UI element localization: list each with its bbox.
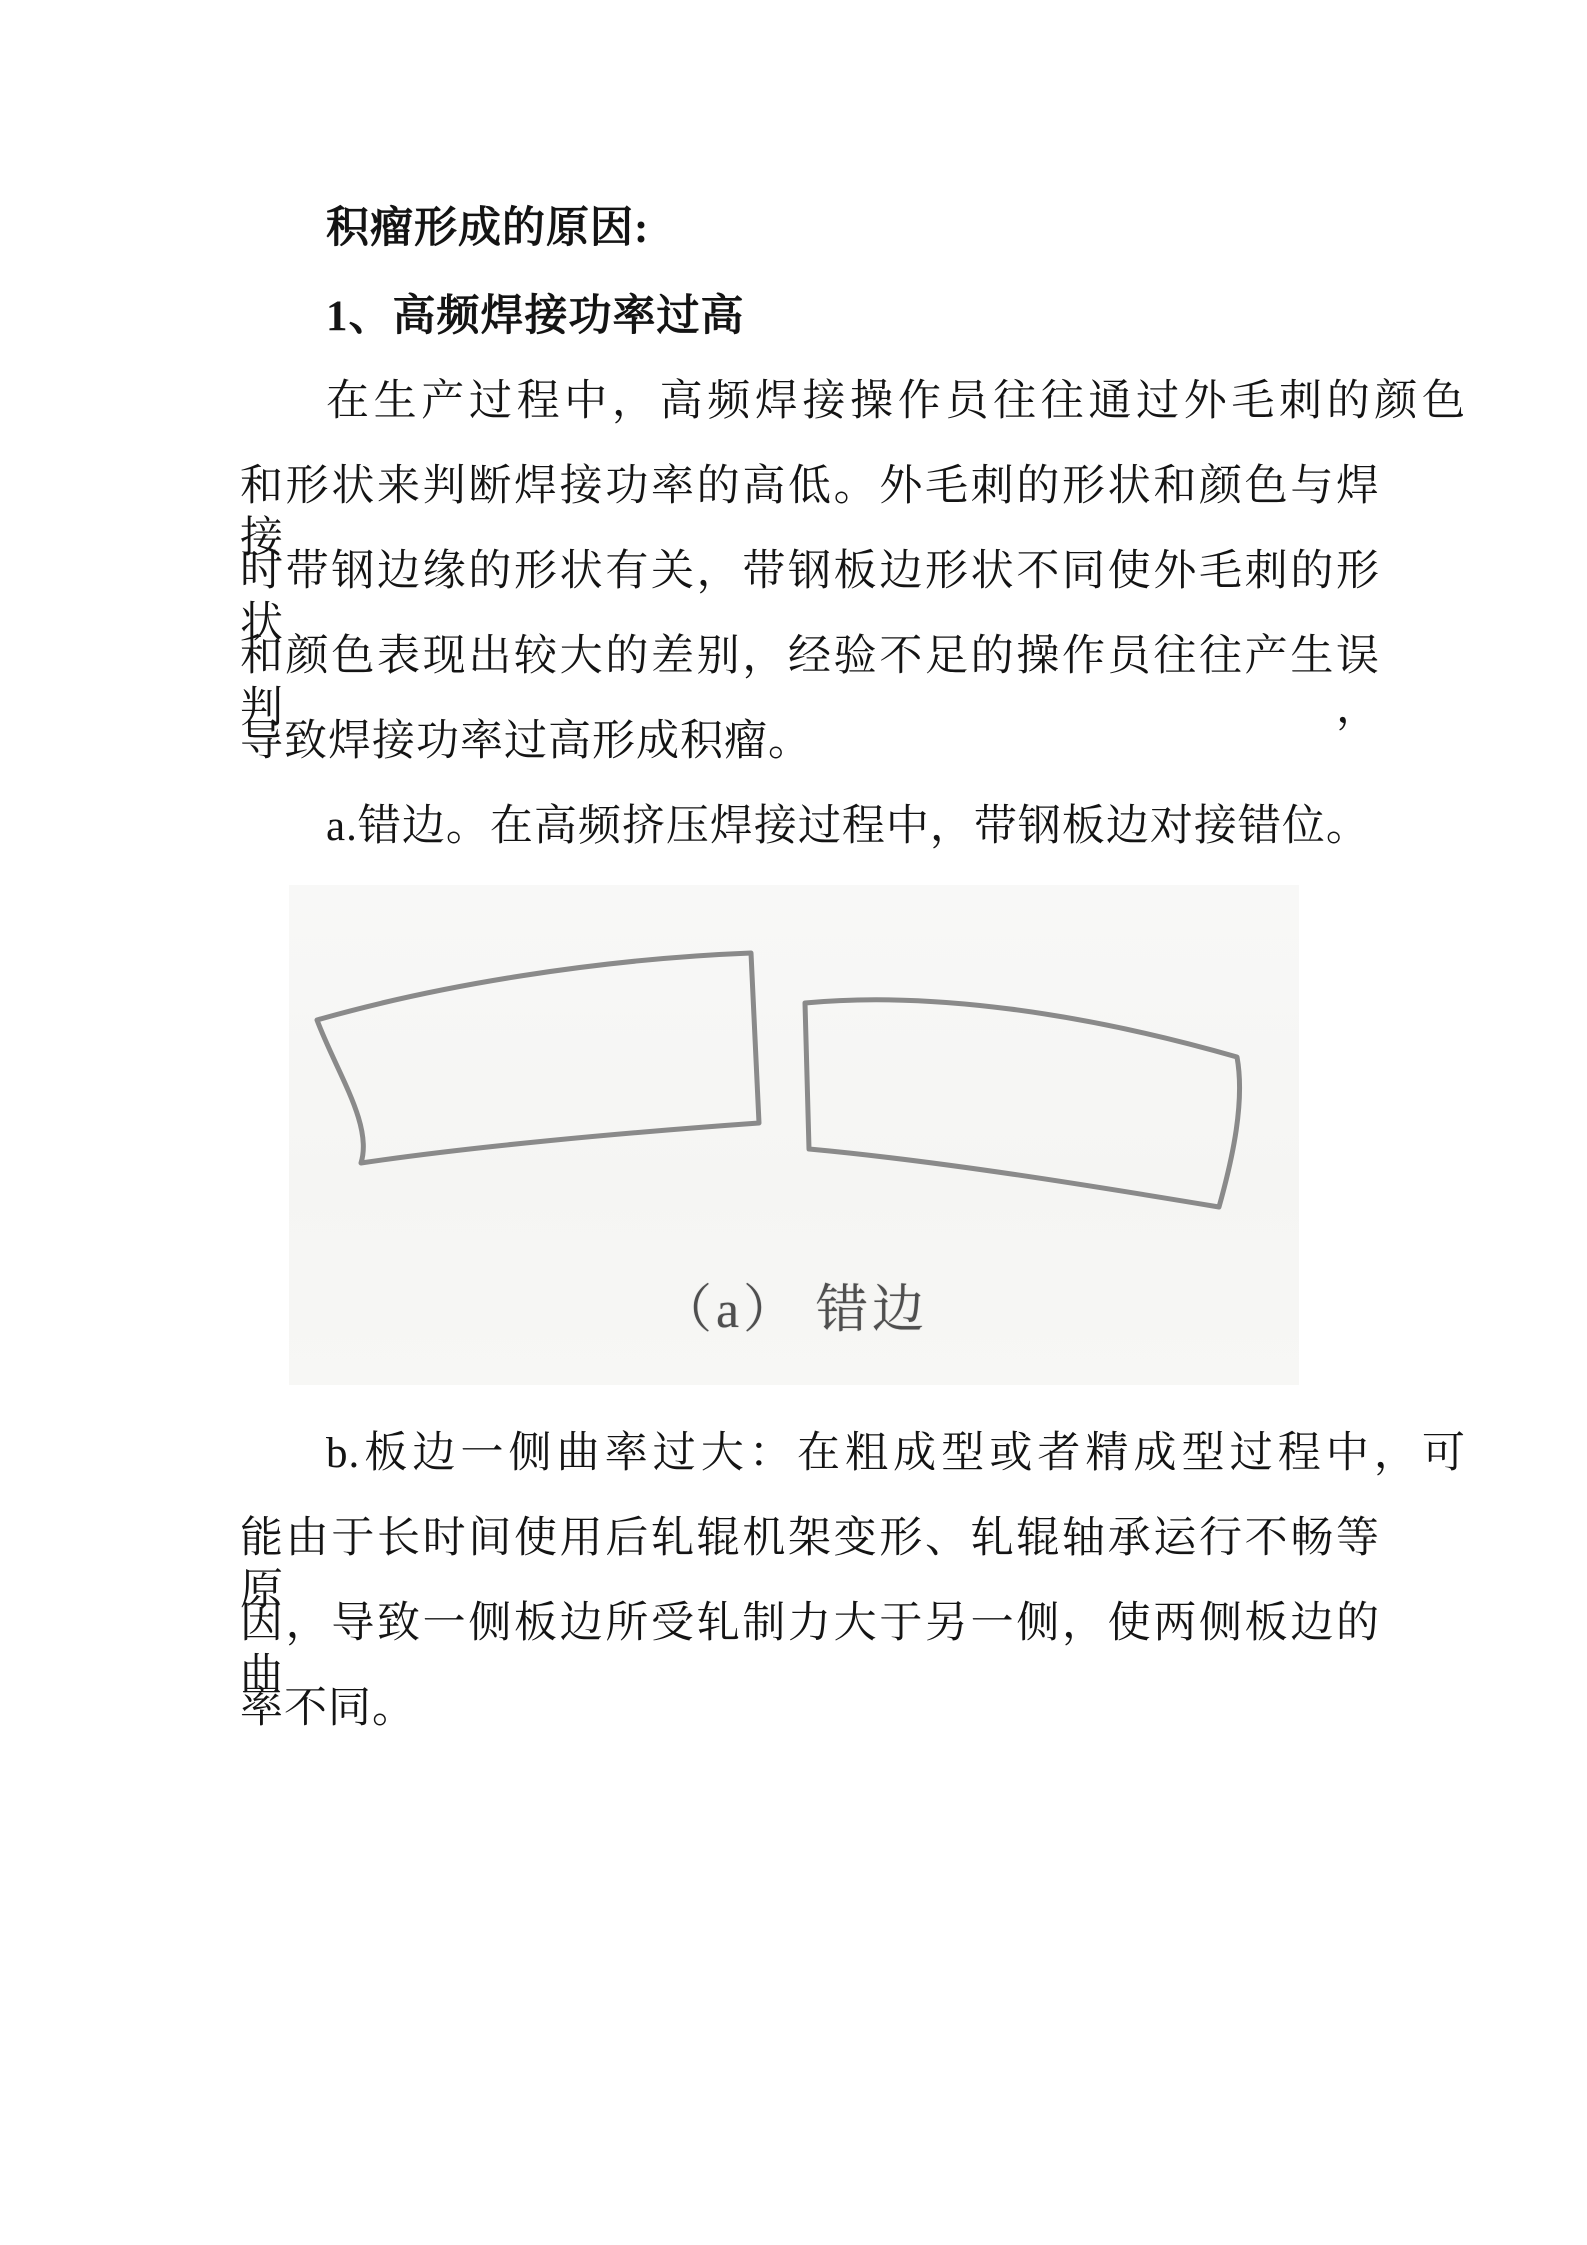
paragraph1-line-2: 和形状来判断焊接功率的高低。外毛刺的形状和颜色与焊接: [240, 463, 1380, 562]
figure-caption: （a） 错边: [659, 1282, 929, 1339]
paragraph1-line-1: 在生产过程中，高频焊接操作员往往通过外毛刺的颜色: [326, 378, 1466, 425]
page-title: 积瘤形成的原因:: [326, 205, 650, 252]
figure-misaligned-edges: [289, 885, 1299, 1385]
paragraph1-line-4: 和颜色表现出较大的差别，经验不足的操作员往往产生误判，: [240, 633, 1380, 732]
right-plate-outline: [805, 1000, 1240, 1207]
paragraph-b-line-1: b.板边一侧曲率过大：在粗成型或者精成型过程中，可: [326, 1430, 1466, 1477]
paragraph-b-line-3: 因，导致一侧板边所受轧制力大于另一侧，使两侧板边的曲: [240, 1600, 1380, 1699]
section-heading: 1、高频焊接功率过高: [326, 293, 745, 340]
paragraph-b-line-2: 能由于长时间使用后轧辊机架变形、轧辊轴承运行不畅等原: [240, 1515, 1380, 1614]
paragraph-b-line-4: 率不同。: [240, 1685, 416, 1732]
paragraph1-line-3: 时带钢边缘的形状有关，带钢板边形状不同使外毛刺的形状: [240, 548, 1380, 647]
paragraph1-line-5: 导致焊接功率过高形成积瘤。: [240, 718, 812, 765]
item-a-line: a.错边。在高频挤压焊接过程中，带钢板边对接错位。: [326, 803, 1370, 850]
left-plate-outline: [317, 953, 759, 1163]
